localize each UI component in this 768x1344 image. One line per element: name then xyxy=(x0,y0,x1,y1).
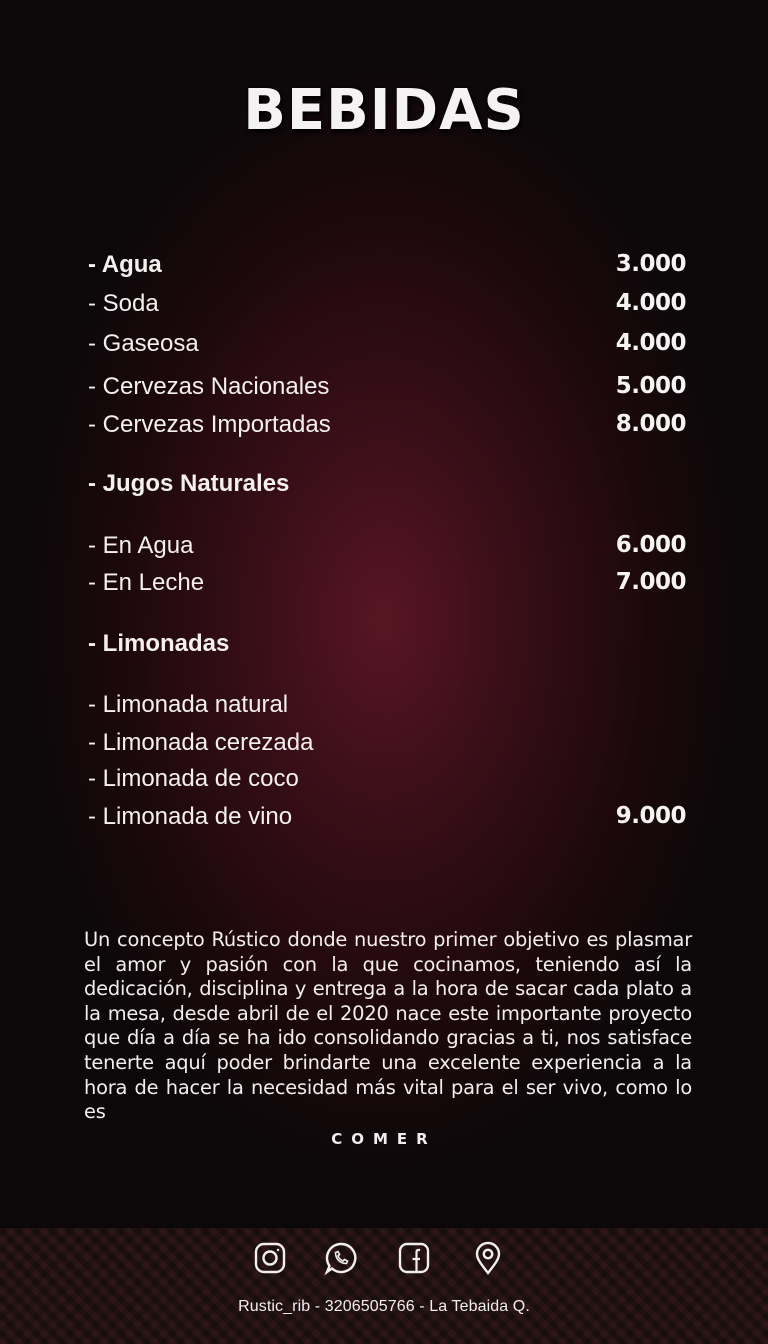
section-heading-limonadas xyxy=(88,630,688,666)
item-price: 6.000 xyxy=(615,532,686,558)
about-paragraph: Un concepto Rústico donde nuestro primer objetivo es plasmar el amor y pasión con la que cocinamos, teniendo así la dedicación, disciplina y entrega a la hora de sacar cada plato a la mesa, desde abril de el 2020 nace este importante proyecto que día a día se ha ido consolidando gracias a ti, nos satisface tenerte aquí poder brindarte una excelente experiencia a la hora de hacer la necesidad más vital para el ser vivo, como lo es xyxy=(84,928,692,1124)
menu-item xyxy=(88,290,688,326)
facebook-icon[interactable] xyxy=(396,1240,432,1276)
item-name: - Gaseosa xyxy=(88,330,199,357)
item-price: 9.000 xyxy=(615,803,686,829)
page-title: BEBIDAS xyxy=(243,78,525,143)
item-name: - Agua xyxy=(88,251,162,278)
item-name: - Limonada de vino xyxy=(88,803,293,830)
menu-item xyxy=(88,532,688,568)
menu-item xyxy=(88,373,688,409)
contact-line: Rustic_rib - 3206505766 - La Tebaida Q. xyxy=(238,1298,530,1315)
section-heading: - Limonadas xyxy=(88,630,230,657)
closing-word: COMER xyxy=(331,1130,437,1148)
instagram-icon[interactable] xyxy=(252,1240,288,1276)
item-name: - Cervezas Importadas xyxy=(88,411,331,438)
item-name: - En Agua xyxy=(88,532,194,559)
menu-item xyxy=(88,803,688,839)
item-price: 7.000 xyxy=(615,569,686,595)
menu-item xyxy=(88,729,688,765)
menu-item xyxy=(88,411,688,447)
social-icons xyxy=(0,1240,768,1280)
menu-item xyxy=(88,330,688,366)
menu-item xyxy=(88,569,688,605)
item-price: 4.000 xyxy=(615,290,686,316)
item-price: 5.000 xyxy=(615,373,686,399)
item-name: - Limonada natural xyxy=(88,691,289,718)
menu-item xyxy=(88,251,688,287)
section-heading-jugos xyxy=(88,470,688,506)
item-price: 4.000 xyxy=(615,330,686,356)
location-pin-icon[interactable] xyxy=(470,1240,506,1276)
item-price: 8.000 xyxy=(615,411,686,437)
item-name: - En Leche xyxy=(88,569,205,596)
menu-item xyxy=(88,765,688,801)
whatsapp-icon[interactable] xyxy=(323,1240,359,1276)
item-price: 3.000 xyxy=(615,251,686,277)
menu-item xyxy=(88,691,688,727)
item-name: - Limonada de coco xyxy=(88,765,299,792)
item-name: - Soda xyxy=(88,290,159,317)
item-name: - Limonada cerezada xyxy=(88,729,314,756)
section-heading: - Jugos Naturales xyxy=(88,470,290,497)
item-name: - Cervezas Nacionales xyxy=(88,373,330,400)
